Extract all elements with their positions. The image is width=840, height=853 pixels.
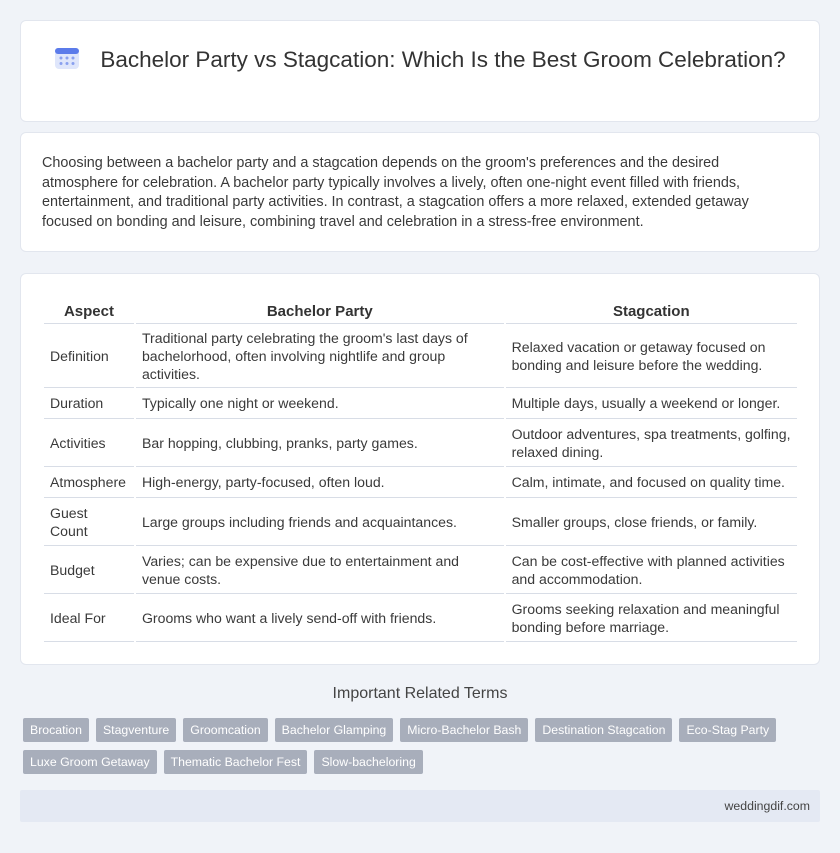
row-aspect: Guest Count	[44, 498, 134, 546]
footer	[20, 790, 820, 822]
intro-card	[20, 132, 820, 252]
row-stagcation: Can be cost-effective with planned activities and accommodation.	[506, 546, 797, 594]
term-tag[interactable]: Slow-bacheloring	[314, 750, 422, 774]
related-terms-title: Important Related Terms	[332, 685, 508, 702]
term-tag[interactable]: Luxe Groom Getaway	[23, 750, 157, 774]
term-tag[interactable]: Bachelor Glamping	[275, 718, 394, 742]
comparison-table	[42, 294, 799, 642]
row-stagcation: Grooms seeking relaxation and meaningful bonding before marriage.	[506, 594, 797, 642]
header-aspect: Aspect	[44, 294, 134, 324]
table-row	[44, 419, 797, 467]
term-tag[interactable]: Micro-Bachelor Bash	[400, 718, 528, 742]
row-stagcation: Relaxed vacation or getaway focused on bonding and leisure before the wedding.	[506, 324, 797, 388]
table-row	[44, 324, 797, 388]
table-row	[44, 388, 797, 419]
row-aspect: Activities	[44, 419, 134, 467]
row-bachelor-party: Varies; can be expensive due to entertainment and venue costs.	[136, 546, 504, 594]
term-tag[interactable]: Destination Stagcation	[535, 718, 672, 742]
row-aspect: Ideal For	[44, 594, 134, 642]
header-card	[20, 20, 820, 122]
term-tag[interactable]: Groomcation	[183, 718, 267, 742]
row-bachelor-party: Grooms who want a lively send-off with friends.	[136, 594, 504, 642]
calendar-icon	[54, 46, 80, 70]
row-aspect: Definition	[44, 324, 134, 388]
term-tag[interactable]: Stagventure	[96, 718, 176, 742]
page-title-text: Bachelor Party vs Stagcation: Which Is the Best Groom Celebration?	[100, 47, 786, 72]
row-bachelor-party: High-energy, party-focused, often loud.	[136, 467, 504, 498]
row-stagcation: Outdoor adventures, spa treatments, golfing, relaxed dining.	[506, 419, 797, 467]
header-stagcation: Stagcation	[506, 294, 797, 324]
term-tag[interactable]: Thematic Bachelor Fest	[164, 750, 308, 774]
row-stagcation: Calm, intimate, and focused on quality time.	[506, 467, 797, 498]
row-stagcation: Smaller groups, close friends, or family.	[506, 498, 797, 546]
term-tag[interactable]: Eco-Stag Party	[679, 718, 776, 742]
row-bachelor-party: Traditional party celebrating the groom's last days of bachelorhood, often involving nightlife and group activities.	[136, 324, 504, 388]
row-bachelor-party: Bar hopping, clubbing, pranks, party games.	[136, 419, 504, 467]
intro-paragraph: Choosing between a bachelor party and a stagcation depends on the groom's preferences and the desired atmosphere for celebration. A bachelor party typically involves a lively, often one-night event filled with friends, entertainment, and traditional party activities. In contrast, a stagcation offers a more relaxed, extended getaway focused on bonding and leisure, combining travel and celebration in a stress-free environment.	[42, 155, 749, 230]
row-bachelor-party: Typically one night or weekend.	[136, 388, 504, 419]
footer-site-link[interactable]: weddingdif.com	[724, 799, 810, 813]
term-tag[interactable]: Brocation	[23, 718, 89, 742]
table-row	[44, 594, 797, 642]
table-header-row	[44, 294, 797, 324]
header-bachelor-party: Bachelor Party	[136, 294, 504, 324]
table-row	[44, 546, 797, 594]
table-row	[44, 498, 797, 546]
page-title	[21, 45, 819, 74]
row-aspect: Duration	[44, 388, 134, 419]
row-aspect: Atmosphere	[44, 467, 134, 498]
related-terms-list	[23, 718, 813, 774]
row-aspect: Budget	[44, 546, 134, 594]
row-bachelor-party: Large groups including friends and acquaintances.	[136, 498, 504, 546]
row-stagcation: Multiple days, usually a weekend or longer.	[506, 388, 797, 419]
table-row	[44, 467, 797, 498]
comparison-card	[20, 273, 820, 665]
